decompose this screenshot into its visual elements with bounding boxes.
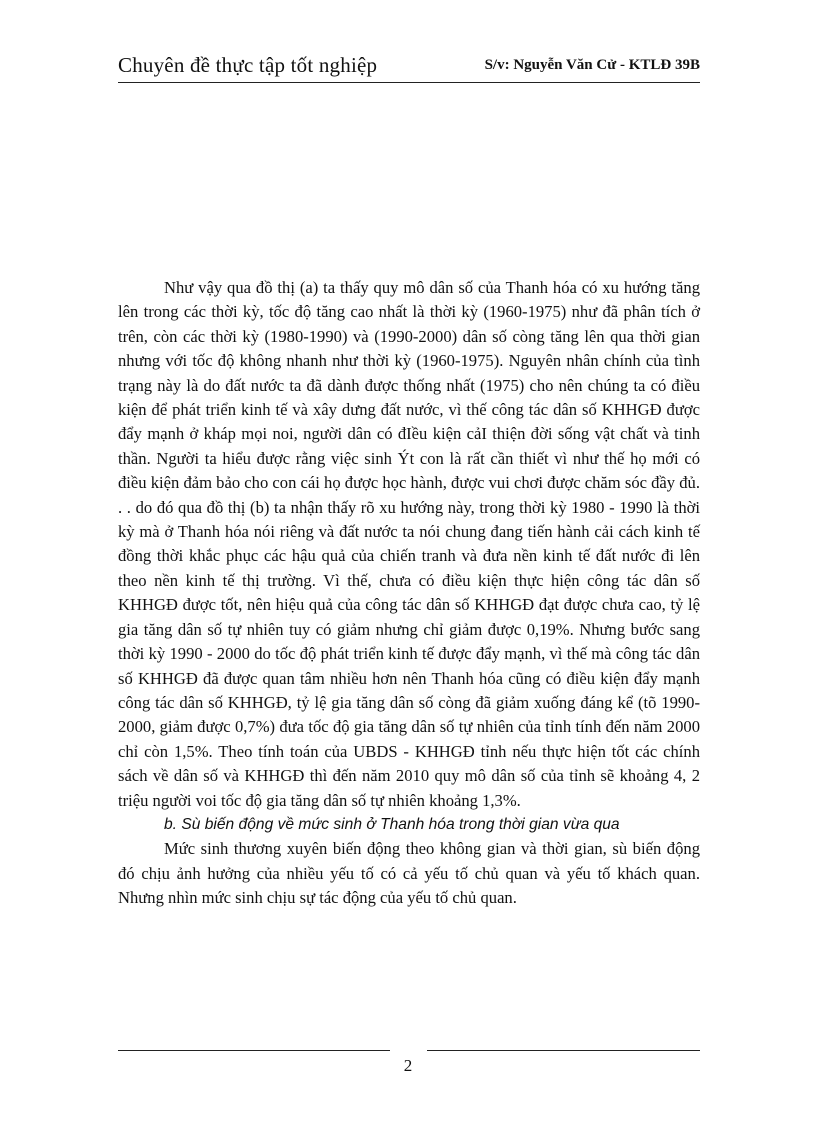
body-paragraph-1: Như vậy qua đồ thị (a) ta thấy quy mô dân số của Thanh hóa có xu hướng tăng lên trong các thời kỳ, tốc độ tăng cao nhất là thời kỳ (1960-1975) như đã phân tích ở trên, còn các thời kỳ (1980-1990) và (1990-2000) dân số còng tăng lên qua thời gian nhưng với tốc độ không nhanh như thời kỳ (1960-1975). Nguyên nhân chính của tình trạng này là do đất nước ta đã dành được thống nhất (1975) cho nên chúng ta có điều kiện để phát triển kinh tế và xây dưng đất nước, vì thế công tác dân số KHHGĐ được đẩy mạnh ở kháp mọi noi, người dân có đIều kiện cảI thiện đời sống vật chất và tinh thần. Người ta hiểu được rằng việc sinh Ýt con là rất cần thiết vì như thế họ mới có điều kiện đảm bảo cho con cái họ được học hành, được vui chơi được chăm sóc đầy đủ. . . do đó qua đồ thị (b) ta nhận thấy rõ xu hướng này, trong thời kỳ 1980 - 1990 là thời kỳ mà ở Thanh hóa nói riêng và đất nước ta nói chung đang tiến hành cải cách kinh tế đồng thời khắc phục các hậu quả của chiến tranh và đưa nền kinh tế đất nước đi lên theo nền kinh tế thị trường. Vì thế, chưa có điều kiện thực hiện công tác dân số KHHGĐ được tốt, nên hiệu quả của công tác dân số KHHGĐ đạt được chưa cao, tỷ lệ gia tăng dân số tự nhiên tuy có giảm nhưng chỉ giảm được 0,19%. Nhưng bước sang thời kỳ 1990 - 2000 do tốc độ phát triển kinh tế được đẩy mạnh, vì thế mà công tác dân số KHHGĐ đã được quan tâm nhiều hơn nên Thanh hóa cũng có điều kiện đẩy mạnh công tác dân số KHHGĐ, tỷ lệ gia tăng dân số còng đã giảm xuống đáng kể (tõ 1990-2000, giảm được 0,7%) đưa tốc độ gia tăng dân số tự nhiên của tỉnh tính đến năm 2000 chỉ còn 1,5%. Theo tính toán của UBDS - KHHGĐ tỉnh nếu thực hiện tốt các chính sách về dân số và KHHGĐ thì đến năm 2010 quy mô dân số của tỉnh sẽ khoảng 4, 2 triệu người voi tốc độ gia tăng dân số tự nhiên khoảng 1,3%. [118,278,700,810]
section-subheading: b. Sù biến động về mức sinh ở Thanh hóa trong thời gian vừa qua [164,815,620,833]
footer-divider-right [427,1050,700,1051]
header-student-info: S/v: Nguyễn Văn Cử - KTLĐ 39B [484,57,700,73]
page-number: 2 [403,1056,413,1075]
page-header [118,52,700,83]
document-body [118,276,700,911]
footer-divider-left [118,1050,390,1051]
header-document-title: Chuyên đề thực tập tốt nghiệp [118,53,378,77]
body-paragraph-2: Mức sinh thương xuyên biến động theo không gian và thời gian, sù biến động đó chịu ảnh hưởng của nhiều yếu tố có cả yếu tố chủ quan và yếu tố khách quan. Nhưng nhìn mức sinh chịu sự tác động của yếu tố chủ quan. [118,839,700,908]
